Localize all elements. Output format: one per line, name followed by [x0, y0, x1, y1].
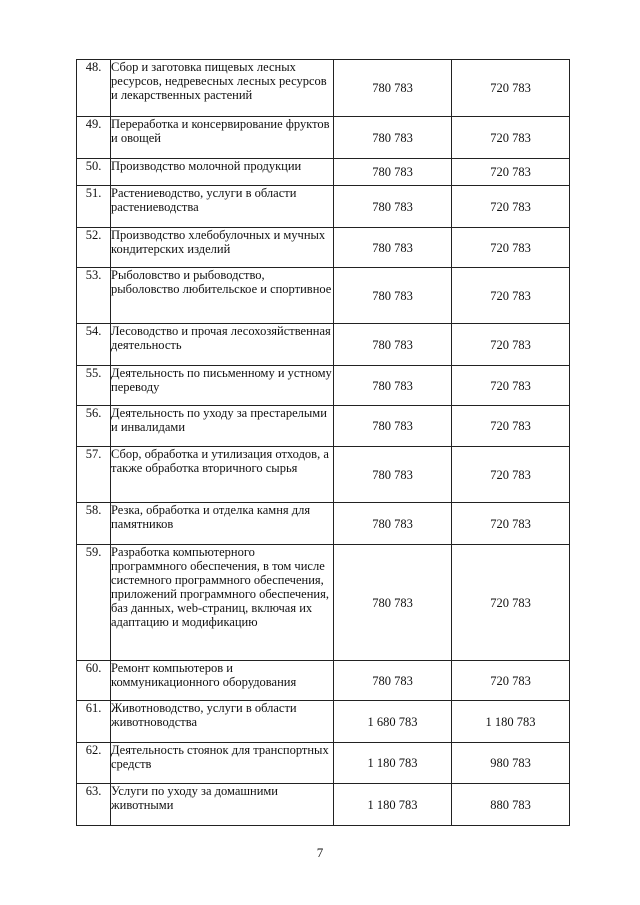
value-column-2: 720 783 [452, 406, 570, 447]
value-column-1: 780 783 [334, 324, 452, 366]
row-number: 58. [77, 503, 111, 545]
row-number: 60. [77, 661, 111, 701]
activity-name: Деятельность по уходу за престарелыми и инвалидами [111, 406, 334, 447]
activity-name: Деятельность по письменному и устному переводу [111, 366, 334, 406]
value-column-1: 780 783 [334, 159, 452, 186]
table-row [77, 117, 570, 159]
table-row [77, 743, 570, 784]
value-column-1: 780 783 [334, 406, 452, 447]
value-column-1: 780 783 [334, 228, 452, 268]
row-number: 56. [77, 406, 111, 447]
value-column-1: 780 783 [334, 503, 452, 545]
table-row [77, 701, 570, 743]
activity-name: Деятельность стоянок для транспортных средств [111, 743, 334, 784]
value-column-2: 1 180 783 [452, 701, 570, 743]
table-row [77, 159, 570, 186]
activity-name: Животноводство, услуги в области животноводства [111, 701, 334, 743]
row-number: 54. [77, 324, 111, 366]
activity-name: Рыболовство и рыбоводство, рыболовство любительское и спортивное [111, 268, 334, 324]
value-column-2: 720 783 [452, 447, 570, 503]
table-row [77, 661, 570, 701]
value-column-1: 780 783 [334, 545, 452, 661]
activity-name: Сбор, обработка и утилизация отходов, а также обработка вторичного сырья [111, 447, 334, 503]
row-number: 59. [77, 545, 111, 661]
activity-name: Лесоводство и прочая лесохозяйственная деятельность [111, 324, 334, 366]
activity-name: Ремонт компьютеров и коммуникационного оборудования [111, 661, 334, 701]
table-row [77, 324, 570, 366]
activity-name: Сбор и заготовка пищевых лесных ресурсов, недревесных лесных ресурсов и лекарственных растений [111, 60, 334, 117]
value-column-1: 1 180 783 [334, 784, 452, 826]
row-number: 51. [77, 186, 111, 228]
value-column-1: 780 783 [334, 366, 452, 406]
value-column-2: 980 783 [452, 743, 570, 784]
table-row [77, 447, 570, 503]
activity-name: Производство хлебобулочных и мучных кондитерских изделий [111, 228, 334, 268]
value-column-2: 720 783 [452, 545, 570, 661]
value-column-1: 780 783 [334, 117, 452, 159]
row-number: 61. [77, 701, 111, 743]
table-row [77, 545, 570, 661]
activity-name: Производство молочной продукции [111, 159, 334, 186]
value-column-2: 720 783 [452, 117, 570, 159]
row-number: 52. [77, 228, 111, 268]
value-column-2: 720 783 [452, 366, 570, 406]
row-number: 53. [77, 268, 111, 324]
page-number: 7 [316, 845, 324, 860]
activity-name: Растениеводство, услуги в области растениеводства [111, 186, 334, 228]
table-row [77, 784, 570, 826]
value-column-1: 1 180 783 [334, 743, 452, 784]
row-number: 50. [77, 159, 111, 186]
value-column-2: 720 783 [452, 186, 570, 228]
activity-name: Резка, обработка и отделка камня для памятников [111, 503, 334, 545]
value-column-1: 1 680 783 [334, 701, 452, 743]
activity-name: Услуги по уходу за домашними животными [111, 784, 334, 826]
table-row [77, 228, 570, 268]
table-row [77, 60, 570, 117]
row-number: 55. [77, 366, 111, 406]
value-column-2: 720 783 [452, 324, 570, 366]
table-row [77, 268, 570, 324]
table-row [77, 503, 570, 545]
value-column-2: 720 783 [452, 268, 570, 324]
value-column-2: 720 783 [452, 159, 570, 186]
table-row [77, 366, 570, 406]
value-column-1: 780 783 [334, 60, 452, 117]
value-column-2: 720 783 [452, 661, 570, 701]
value-column-2: 720 783 [452, 228, 570, 268]
row-number: 57. [77, 447, 111, 503]
value-column-1: 780 783 [334, 186, 452, 228]
table-row [77, 186, 570, 228]
value-column-2: 880 783 [452, 784, 570, 826]
rates-table [76, 59, 570, 826]
row-number: 48. [77, 60, 111, 117]
value-column-1: 780 783 [334, 661, 452, 701]
value-column-2: 720 783 [452, 60, 570, 117]
activity-name: Разработка компьютерного программного обеспечения, в том числе системного программного обеспечения, приложений программного обеспечения, баз данных, web-страниц, включая их адаптацию и модификацию [111, 545, 334, 661]
row-number: 63. [77, 784, 111, 826]
value-column-1: 780 783 [334, 447, 452, 503]
value-column-2: 720 783 [452, 503, 570, 545]
row-number: 62. [77, 743, 111, 784]
table-row [77, 406, 570, 447]
value-column-1: 780 783 [334, 268, 452, 324]
activity-name: Переработка и консервирование фруктов и овощей [111, 117, 334, 159]
row-number: 49. [77, 117, 111, 159]
